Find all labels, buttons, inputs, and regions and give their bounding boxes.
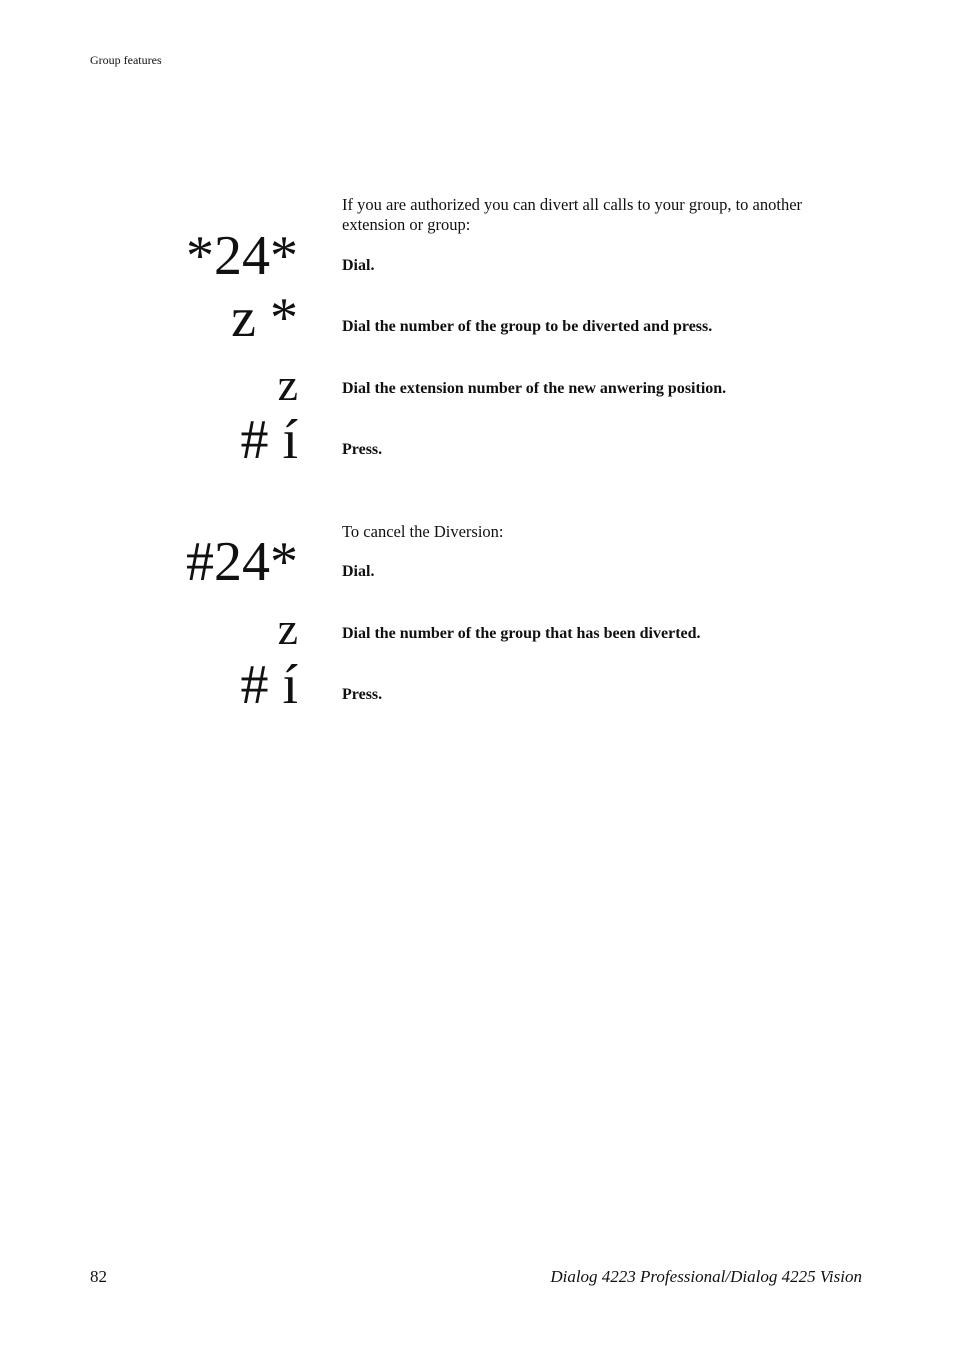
key-sequence-cancel-code: #24* [186,531,298,593]
divert-intro: If you are authorized you can divert all calls to your group, to another extension or group: [342,195,803,234]
key-sequence-cancel-hash-clear: # í [240,654,298,716]
instruction-dial-diverted-group: Dial the number of the group that has been diverted. [342,625,701,642]
instruction-cancel-press: Press. [342,686,383,703]
footer-title: Dialog 4223 Professional/Dialog 4225 Vision [550,1267,862,1286]
instruction-cancel-dial: Dial. [342,563,375,580]
instruction-dial: Dial. [342,257,375,274]
instruction-dial-group: Dial the number of the group to be diverted and press. [342,318,713,335]
instruction-press: Press. [342,441,383,458]
key-sequence-hash-clear: # í [240,409,298,471]
page-header: Group features [90,53,162,67]
key-sequence-extension: z [277,359,298,410]
page-number: 82 [90,1267,107,1286]
instruction-dial-extension: Dial the extension number of the new anwering position. [342,380,727,397]
cancel-intro: To cancel the Diversion: [342,522,504,541]
key-sequence-cancel-group: z [277,603,298,654]
key-sequence-group-star: z * [231,287,298,349]
key-sequence-divert-code: *24* [186,225,298,287]
